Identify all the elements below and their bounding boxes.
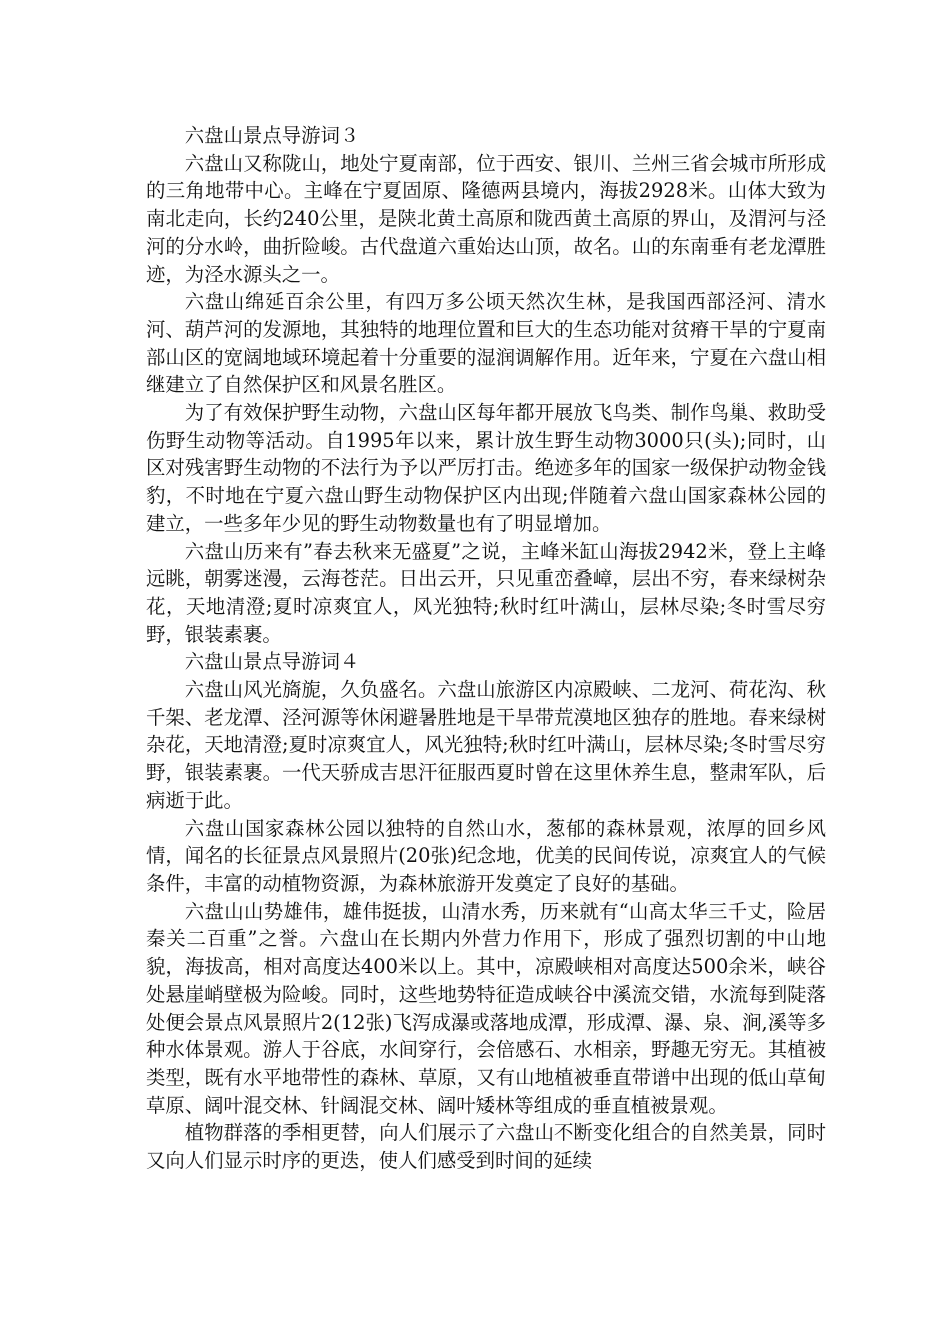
section-heading: 六盘山景点导游词４: [184, 650, 360, 674]
paragraph: 植物群落的季相更替，向人们展示了六盘山不断变化组合的自然美景，同时又向人们显示时序的更迭，使人们感受到时间的延续: [146, 1121, 826, 1173]
paragraph: 六盘山绵延百余公里，有四万多公顷天然次生林，是我国西部泾河、清水河、葫芦河的发源地，其独特的地理位置和巨大的生态功能对贫瘠干旱的宁夏南部山区的宽阔地域环境起着十分重要的湿润调解作用。近年来，宁夏在六盘山相继建立了自然保护区和风景名胜区。: [146, 290, 826, 397]
paragraph: 六盘山风光旖旎，久负盛名。六盘山旅游区内凉殿峡、二龙河、荷花沟、秋千架、老龙潭、泾河源等休闲避暑胜地是干旱带荒漠地区独存的胜地。春来绿树杂花，天地清澄;夏时凉爽宜人，风光独特;秋时红叶满山，层林尽染;冬时雪尽穷野，银装素裹。一代天骄成吉思汗征服西夏时曾在这里休养生息，整肃军队，后病逝于此。: [146, 678, 826, 812]
paragraph: 六盘山山势雄伟，雄伟挺拔，山清水秀，历来就有“山高太华三千丈，险居秦关二百重”之誉。六盘山在长期内外营力作用下，形成了强烈切割的中山地貌，海拔高，相对高度达400米以上。其中，凉殿峡相对高度达500余米，峡谷处悬崖峭壁极为险峻。同时，这些地势特征造成峡谷中溪流交错，水流每到陡落处便会景点风景照片2(12张)飞泻成瀑或落地成潭，形成潭、瀑、泉、涧,溪等多种水体景观。游人于谷底，水间穿行，会倍感石、水相亲，野趣无穷无。其植被类型，既有水平地带性的森林、草原，又有山地植被垂直带谱中出现的低山草甸草原、阔叶混交林、针阔混交林、阔叶矮林等组成的垂直植被景观。: [146, 899, 826, 1117]
paragraph: 六盘山又称陇山，地处宁夏南部，位于西安、银川、兰州三省会城市所形成的三角地带中心。主峰在宁夏固原、隆德两县境内，海拔2928米。山体大致为南北走向，长约240公里，是陕北黄土高原和陇西黄土高原的界山，及渭河与泾河的分水岭，曲折险峻。古代盘道六重始达山顶，故名。山的东南垂有老龙潭胜迹，为泾水源头之一。: [146, 151, 826, 286]
document-page: [146, 122, 826, 1175]
paragraph: 六盘山国家森林公园以独特的自然山水，葱郁的森林景观，浓厚的回乡风情，闻名的长征景点风景照片(20张)纪念地，优美的民间传说，凉爽宜人的气候条件，丰富的动植物资源，为森林旅游开发奠定了良好的基础。: [146, 816, 826, 895]
paragraph: 为了有效保护野生动物，六盘山区每年都开展放飞鸟类、制作鸟巢、救助受伤野生动物等活动。自1995年以来，累计放生野生动物3000只(头);同时，山区对残害野生动物的不法行为予以严厉打击。绝迹多年的国家一级保护动物金钱豹，不时地在宁夏六盘山野生动物保护区内出现;伴随着六盘山国家森林公园的建立，一些多年少见的野生动物数量也有了明显增加。: [146, 401, 826, 535]
section-heading: 六盘山景点导游词３: [184, 124, 360, 147]
paragraph: 六盘山历来有”春去秋来无盛夏”之说，主峰米缸山海拔2942米，登上主峰远眺，朝雾迷漫，云海苍茫。日出云开，只见重峦叠嶂，层出不穷，春来绿树杂花，天地清澄;夏时凉爽宜人，风光独特;秋时红叶满山，层林尽染;冬时雪尽穷野，银装素裹。: [146, 539, 826, 646]
